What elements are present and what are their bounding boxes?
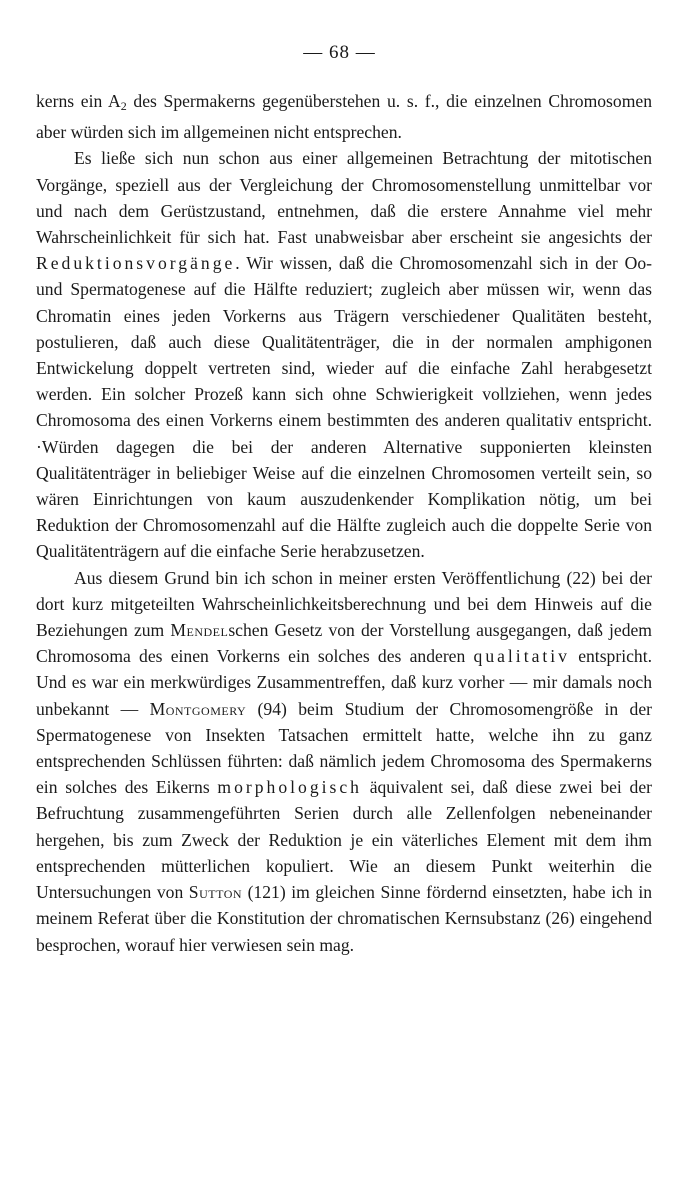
body-text	[36, 88, 652, 958]
text-run: äquivalent sei, daß diese zwei bei der Befruchtung zusammengeführten Serien durch alle Zellenfolgen nebeneinander hergehen, bis zum Zweck der Reduktion je ein väterliches Element mit dem ihm entsprechenden mütterlichen kopuliert. Wie an diesem Punkt weiterhin die Untersuchungen von	[36, 777, 653, 903]
emphasized-text: Montgomery	[149, 698, 247, 719]
emphasized-text: Sutton	[188, 882, 243, 903]
emphasized-text: qualitativ	[473, 646, 570, 667]
emphasized-text: morphologisch	[217, 777, 362, 798]
text-run: des Spermakerns gegenüberstehen u. s. f., die einzelnen Chromosomen aber würden sich im allgemeinen nicht entsprechen.	[36, 91, 652, 143]
page-number: — 68 —	[303, 42, 376, 63]
paragraph	[36, 88, 652, 145]
emphasized-text: 2	[120, 99, 127, 113]
text-run: schen Gesetz von der Vorstellung ausgegangen, daß jedem Chromosoma des einen Vorkerns ein solches des anderen	[36, 620, 652, 667]
text-run: (94) beim Studium der Chromosomengröße in der Spermatogenese von Insekten Tatsachen ermittelt hatte, welche ihn zu ganz entsprechenden Schlüssen führten: daß nämlich jedem Chromosoma des Spermakerns ein solches des Eikerns	[36, 698, 652, 798]
text-run: Es ließe sich nun schon aus einer allgemeinen Betrachtung der mitotischen Vorgänge, speziell aus der Vergleichung der Chromosomenstellung unmittelbar vor und nach dem Gerüstzustand, entnehmen, daß die erstere Annahme viel mehr Wahrscheinlichkeit für sich hat. Fast unabweisbar aber erscheint sie angesichts der	[36, 148, 652, 248]
emphasized-text: Reduktionsvorgänge	[36, 253, 236, 274]
paragraph	[36, 145, 652, 564]
text-run: kerns ein A	[36, 91, 121, 111]
text-run: (121) im gleichen Sinne fördernd einsetzten, habe ich in meinem Referat über die Konstitution der chromatischen Kernsubstanz (26) eingehend besprochen, worauf hier verwiesen sein mag.	[36, 882, 653, 955]
emphasized-text: Mendel	[170, 620, 229, 641]
text-run: . Wir wissen, daß die Chromosomenzahl sich in der Oo- und Spermatogenese auf die Hälfte reduziert; zugleich aber müssen wir, wenn das Chromatin eines jeden Vorkerns aus Trägern verschiedener Qualitäten besteht, postulieren, daß auch diese Qualitätenträger, die in der normalen amphigonen Entwickelung doppelt vertreten sind, wieder auf die einfache Zahl herabgesetzt werden. Ein solcher Prozeß kann sich ohne Schwierigkeit vollziehen, wenn jedes Chromosoma des einen Vorkerns einem bestimmten des anderen qualitativ entspricht. ·Würden dagegen die bei der anderen Alternative supponierten kleinsten Qualitätenträger in beliebiger Weise auf die einzelnen Chromosomen verteilt sein, so wären Einrichtungen von kaum auszudenkender Komplikation nötig, um bei Reduktion der Chromosomenzahl auf die Hälfte zugleich auch die doppelte Serie von Qualitätenträgern auf die einfache Serie herabzusetzen.	[36, 253, 652, 562]
paragraph	[36, 565, 652, 958]
text-run: entspricht. Und es war ein merkwürdiges Zusammentreffen, daß kurz vorher — mir damals noch unbekannt —	[36, 646, 652, 719]
text-run: Aus diesem Grund bin ich schon in meiner ersten Veröffentlichung (22) bei der dort kurz mitgeteilten Wahrscheinlichkeitsberechnung und bei dem Hinweis auf die Beziehungen zum	[36, 567, 652, 641]
